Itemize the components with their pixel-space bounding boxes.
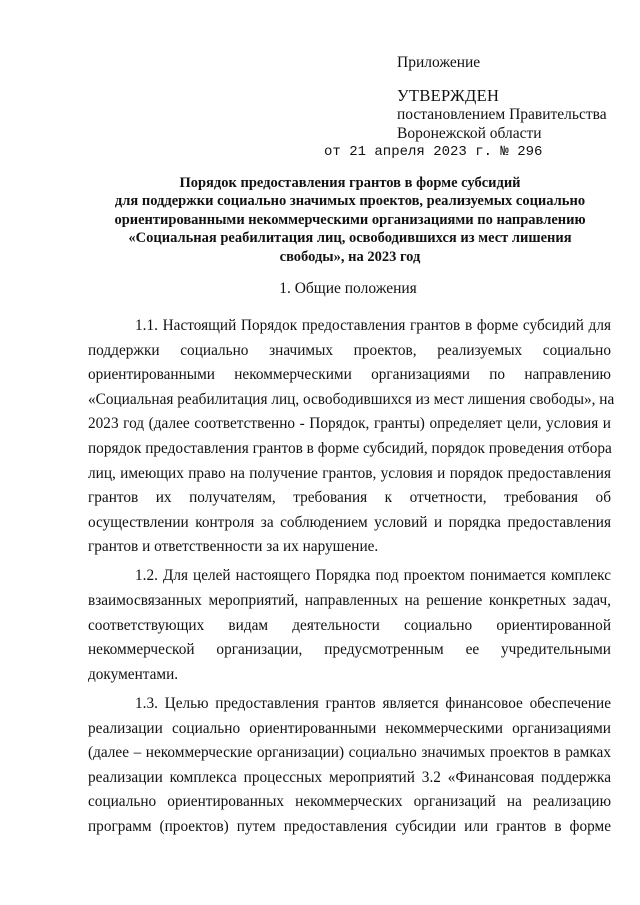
approval-date: от 21 апреля 2023 г. № 296 [324,144,543,160]
text-line: осуществлении контроля за соблюдением условий и порядка предоставления [88,513,611,531]
text-line: поддержки социально значимых проектов, реализуемых социально [88,341,611,359]
approved-label: УТВЕРЖДЕН [397,86,500,105]
document-body [88,314,615,839]
approval-block [324,53,633,162]
text-line: 1.2. Для целей настоящего Порядка под проектом понимается комплекс [135,567,611,585]
appendix-label: Приложение [397,54,481,71]
approval-line-1: постановлением Правительства [397,106,607,123]
title-line: ориентированными некоммерческими организациями по направлению [114,211,586,228]
text-line: 2023 год (далее соответственно - Порядок, гранты) определяет цели, условия и [88,415,611,433]
section-heading: 1. Общие положения [279,280,417,297]
text-line: реализации социально ориентированными некоммерческими организациями [88,719,611,737]
text-line: программ (проектов) путем предоставления субсидии или грантов в форме [88,817,611,835]
text-line: ориентированными некоммерческими организациями по направлению [88,366,611,384]
text-line: (далее – некоммерческие организации) социально значимых проектов в рамках [88,744,611,762]
text-line: соответствующих видам деятельности социально ориентированной [88,616,611,634]
paragraph-1-1 [88,314,615,560]
text-line: грантов их получателям, требования к отчетности, требования об [88,489,611,507]
text-line: грантов и ответственности за их нарушение. [88,538,379,556]
document-title [80,174,620,266]
paragraph-1-3 [88,692,611,840]
paragraph-1-2 [88,564,611,687]
text-line: реализации комплекса процессных мероприятий 3.2 «Финансовая поддержка [88,768,611,786]
title-line: для поддержки социально значимых проектов, реализуемых социально [114,193,586,210]
text-line: 1.3. Целью предоставления грантов является финансовое обеспечение [135,694,611,712]
text-line: взаимосвязанных мероприятий, направленных на решение конкретных задач, [88,592,611,610]
title-line: свободы», на 2023 год [279,248,421,265]
text-line: 1.1. Настоящий Порядок предоставления грантов в форме субсидий для [135,317,611,334]
title-line: «Социальная реабилитация лиц, освободившихся из мест лишения [128,230,572,247]
title-line: Порядок предоставления грантов в форме субсидий [179,175,521,191]
approval-line-2: Воронежской области [397,125,542,142]
text-line: документами. [88,665,179,683]
text-line: некоммерческой организации, предусмотренным ее учредительными [88,641,611,659]
text-line: лиц, имеющих право на получение грантов, условия и порядок предоставления [88,464,611,482]
text-line: порядок предоставления грантов в форме субсидий, порядок проведения отбора [88,439,612,457]
text-line: «Социальная реабилитация лиц, освободившихся из мест лишения свободы», на [88,390,615,408]
text-line: социально ориентированных некоммерческих организаций на реализацию [88,793,611,811]
